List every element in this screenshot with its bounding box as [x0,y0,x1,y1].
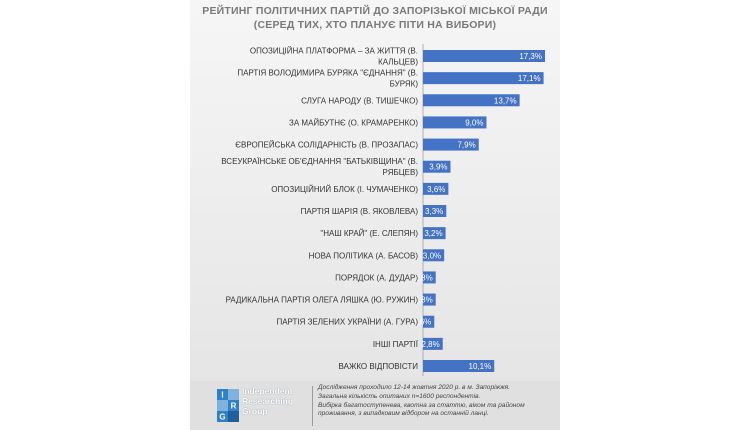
category-label-1-line-1: ОПОЗИЦІЙНА ПЛАТФОРМА – ЗА ЖИТТЯ (В. [249,46,418,56]
category-label-12: РАДИКАЛЬНА ПАРТІЯ ОЛЕГА ЛЯШКА (Ю. РУЖИН) [225,295,418,305]
category-label-4: ЗА МАЙБУТНЄ (О. КРАМАРЕНКО) [289,118,418,128]
svg-text:І: І [221,390,224,400]
category-label-6-line-1: ВСЕУКРАЇНСЬКЕ ОБ'ЄДНАННЯ "БАТЬКІВЩИНА" (В. [221,157,418,167]
methodology-line-2: Загальна кількість опитаних n=1600 респондентів. [318,392,481,400]
bar-value-label-10: 3,0% [422,251,442,261]
category-label-14: ІНШІ ПАРТІЇ [372,339,418,349]
category-label-15: ВАЖКО ВІДПОВІСТИ [338,362,418,371]
bar-value-label-3: 13,7% [493,96,517,106]
bar-value-label-1: 17,3% [519,52,542,61]
bar-value-label-11: 1,8% [414,273,433,283]
category-label-1-line-2: КАЛЬЦЕВ) [378,57,418,67]
svg-text:G: G [219,412,226,422]
category-label-5: ЄВРОПЕЙСЬКА СОЛІДАРНІСТЬ (В. ПРОЗАПАС) [235,140,418,150]
svg-text:R: R [230,401,237,411]
category-label-8: ПАРТІЯ ШАРІЯ (В. ЯКОВЛЕВА) [300,207,418,216]
bar-value-label-8: 3,3% [425,207,444,216]
logo-text-independent: Independent [242,386,293,396]
category-label-6-line-2: РЯБЦЕВ) [382,168,418,178]
bar-value-label-9: 3,2% [424,229,443,239]
footer-divider [312,386,313,426]
methodology-line-4: проживання, з випадковим відбором на останній ланці. [318,410,489,418]
category-label-2-line-2: БУРЯК) [389,79,418,89]
methodology-note [318,384,554,419]
category-label-3: СЛУГА НАРОДУ (В. ТИШЕЧКО) [301,96,418,106]
bar-value-label-2: 17,1% [517,74,541,84]
category-label-9: "НАШ КРАЙ" (Е. СЛЕПЯН) [320,229,418,239]
bar-value-label-15: 10,1% [468,362,492,371]
bar-value-label-14: 2,8% [421,339,440,349]
bar-value-label-5: 7,9% [457,140,476,150]
bar-value-label-6: 3,9% [429,162,448,172]
category-label-13: ПАРТІЯ ЗЕЛЕНИХ УКРАЇНИ (А. ГУРА) [276,317,418,327]
bar-value-label-13: 1,6% [413,317,432,327]
bar-value-label-12: 1,8% [414,295,433,305]
chart-title-line-1: РЕЙТИНГ ПОЛІТИЧНИХ ПАРТІЙ ДО ЗАПОРІЗЬКОЇ МІСЬКОЇ РАДИ [202,5,548,17]
bar-value-label-7: 3,6% [427,184,446,194]
logo-text-group: Group [242,406,268,416]
logo-cube-icon [217,389,239,422]
category-label-10: НОВА ПОЛІТИКА (А. БАСОВ) [308,251,418,261]
category-label-7: ОПОЗИЦІЙНИЙ БЛОК (І. ЧУМАЧЕНКО) [271,184,418,194]
methodology-line-1: Дослідження проходило 12-14 жовтня 2020 р. в м. Запоріжжя. [318,384,511,391]
bar-value-label-4: 9,0% [465,118,484,128]
logo-text-researching: Researching [242,396,294,406]
category-label-11: ПОРЯДОК (А. ДУДАР) [335,273,418,283]
category-label-2-line-1: ПАРТІЯ ВОЛОДИМИРА БУРЯКА "ЄДНАННЯ" (В. [237,68,418,78]
methodology-line-3: Вибірка багатоступенева, квотна за статтю, віком та районом [318,401,525,409]
chart-title-line-2: (СЕРЕД ТИХ, ХТО ПЛАНУЄ ПІТИ НА ВИБОРИ) [253,19,497,31]
